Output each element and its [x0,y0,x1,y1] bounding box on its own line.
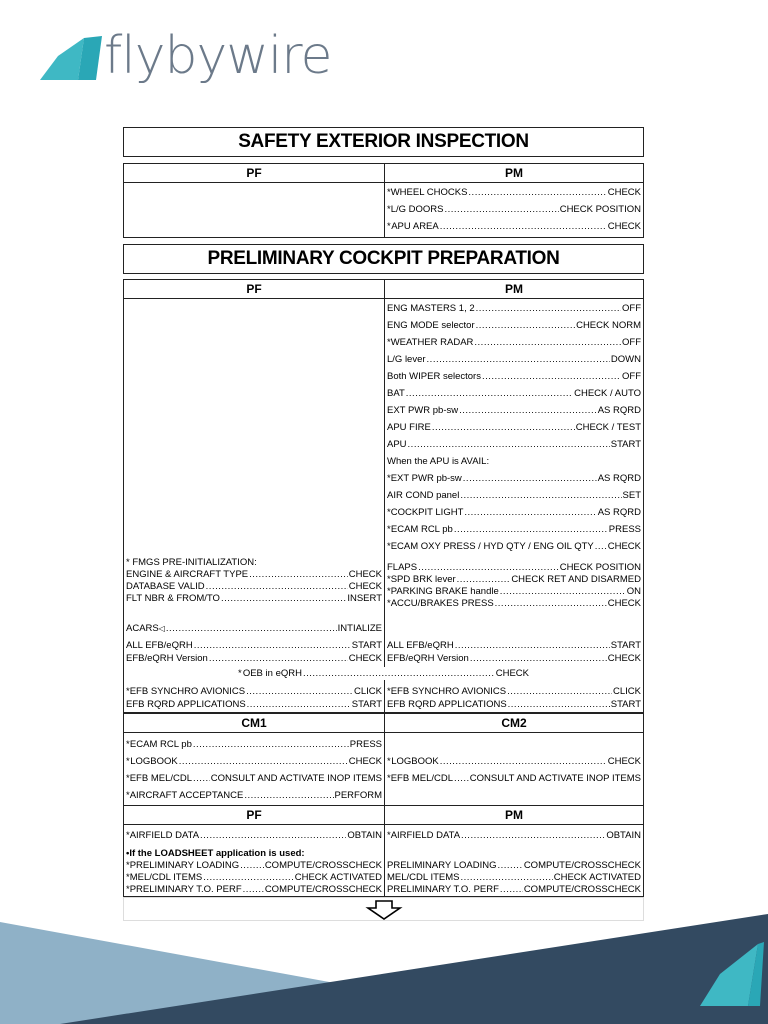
checklist-item [387,829,641,842]
item-value: CHECK POSITION [559,204,641,215]
item-value: AS RQRD [597,473,641,484]
item-value: CHECK [607,541,641,552]
item-label: WEATHER RADAR [390,337,474,348]
checklist-item [126,883,382,896]
checklist-item [387,302,641,315]
cm1-header: CM1 [124,714,384,733]
final-table [123,805,644,897]
checklist-item [238,667,529,680]
prelim-pm-column [384,279,644,713]
safety-table [123,163,644,238]
checklist-item [387,597,641,610]
item-label: OEB in eQRH [242,668,302,679]
leader-dots [460,489,621,502]
item-label: EFB RQRD APPLICATIONS [387,699,507,710]
leader-dots [508,698,610,711]
checklist-item [387,772,641,785]
leader-dots [455,639,610,652]
item-label: PRELIMINARY T.O. PERF [387,884,499,895]
checklist-item [387,370,641,383]
leader-dots [427,353,610,366]
item-value: ON [626,586,641,597]
safety-pf-column [123,163,385,238]
item-label: EFB RQRD APPLICATIONS [126,699,246,710]
item-label: DATABASE VALID [126,581,205,592]
leader-dots [221,592,346,605]
item-label: LOGBOOK [391,756,439,767]
checklist-item [387,523,641,536]
leader-dots [440,755,607,768]
item-value: CHECK [607,756,641,767]
checklist-item [126,652,382,665]
checklist-item [126,755,382,768]
leader-dots [193,738,349,751]
leader-dots [454,772,469,785]
leader-dots [440,220,607,233]
safety-title: SAFETY EXTERIOR INSPECTION [238,131,529,152]
item-marker: * [126,790,130,801]
item-value: DOWN [610,354,641,365]
item-marker: * [387,524,391,535]
item-value: CHECK [348,581,382,592]
cm2-header: CM2 [385,714,643,733]
checklist-item [387,685,641,698]
leader-dots [454,523,608,536]
item-value: OBTAIN [606,830,641,841]
checklist-item [387,472,641,485]
item-label: ENGINE & AIRCRAFT TYPE [126,569,249,580]
item-label: APU FIRE [387,422,431,433]
item-label: ECAM RCL pb [129,739,192,750]
brand-name: flybywire [104,26,332,86]
item-label: ALL EFB/eQRH [387,640,454,651]
item-value: INTIALIZE [337,623,382,634]
item-marker: * [387,756,391,767]
final-pf-header: PF [124,806,384,825]
leader-dots [406,387,573,400]
leader-dots [179,755,348,768]
item-label: EFB SYNCHRO AVIONICS [390,686,507,697]
item-value: START [610,640,641,651]
checklist-item [387,639,641,652]
item-label: EFB SYNCHRO AVIONICS [129,686,246,697]
item-value: CHECK / TEST [575,422,641,433]
item-value: CHECK / AUTO [574,388,641,399]
item-value: CHECK [348,756,382,767]
item-marker: * [387,204,391,215]
checklist-item [126,698,382,711]
item-value: OBTAIN [347,830,382,841]
item-label: MEL/CDL ITEMS [387,872,460,883]
prelim-title: PRELIMINARY COCKPIT PREPARATION [207,248,560,269]
leader-dots [166,622,337,635]
safety-pf-header: PF [124,164,384,183]
fmgs-title: * FMGS PRE-INITIALIZATION: [126,557,257,568]
prelim-pf-header: PF [124,280,384,299]
loadsheet-note: •If the LOADSHEET application is used: [126,848,305,859]
leader-dots [408,438,610,451]
item-value: COMPUTE/CROSSCHECK [264,884,382,895]
safety-title-box [123,127,644,157]
item-label: L/G lever [387,354,426,365]
item-label: Both WIPER selectors [387,371,481,382]
item-value: CONSULT AND ACTIVATE INOP ITEMS [210,773,382,784]
item-label: SPD BRK lever [390,574,456,585]
checklist-item [126,772,382,785]
item-value: COMPUTE/CROSSCHECK [523,884,641,895]
item-marker: * [387,541,391,552]
cm2-column [384,713,644,806]
item-marker: * [126,872,130,883]
item-value: CHECK [495,668,529,679]
item-value: OFF [622,303,641,314]
item-value: CONSULT AND ACTIVATE INOP ITEMS [469,773,641,784]
item-value: INSERT [347,593,382,604]
item-value: CLICK [354,686,382,697]
item-marker: * [126,830,130,841]
item-value: CHECK [348,569,382,580]
item-value: START [610,439,641,450]
leader-dots [495,597,607,610]
cm1-column [123,713,385,806]
checklist-item [387,755,641,768]
leader-dots [193,772,210,785]
checklist-item [126,685,382,698]
footer-wave-decoration [0,914,768,1024]
item-marker: * [387,830,391,841]
item-value: CHECK NORM [576,320,641,331]
flybywire-logo [38,28,358,100]
item-marker: * [387,187,391,198]
item-label: ACARS [126,623,159,634]
item-value: CLICK [613,686,641,697]
final-pm-header: PM [385,806,643,825]
item-label: ECAM RCL pb [390,524,453,535]
item-value: OFF [622,337,641,348]
leader-dots [507,685,612,698]
leader-dots [432,421,575,434]
item-label: COCKPIT LIGHT [390,507,464,518]
item-value: CHECK ACTIVATED [294,872,382,883]
item-marker: * [387,598,391,609]
item-value: PERFORM [334,790,382,801]
leader-dots [244,789,333,802]
leader-dots [200,829,346,842]
leader-dots [445,203,559,216]
item-value: CHECK ACTIVATED [553,872,641,883]
prelim-pm-header: PM [385,280,643,299]
item-label: EXT PWR pb-sw [387,405,459,416]
checklist-item [387,883,641,896]
item-value: CHECK [607,221,641,232]
item-marker: * [126,756,130,767]
item-value: PRESS [349,739,382,750]
item-marker: * [387,337,391,348]
item-marker: * [238,668,242,679]
item-value: CHECK RET AND DISARMED [511,574,641,585]
checklist-item [387,489,641,502]
checklist-item [387,336,641,349]
leader-dots [500,883,523,896]
item-label: EFB MEL/CDL [129,773,192,784]
leader-dots [459,404,597,417]
checklist-item [126,829,382,842]
leader-dots [595,540,607,553]
item-value: CHECK [348,653,382,664]
item-label: BAT [387,388,405,399]
checklist-item [387,438,641,451]
item-value: START [351,699,382,710]
item-marker: * [126,686,130,697]
item-value: COMPUTE/CROSSCHECK [264,860,382,871]
item-marker: * [387,473,391,484]
checklist-item [387,353,641,366]
prelim-title-box [123,244,644,274]
item-value: AS RQRD [597,507,641,518]
item-label: WHEEL CHOCKS [390,187,468,198]
item-label: FLAPS [387,562,418,573]
item-label: L/G DOORS [390,204,444,215]
item-marker: * [126,860,130,871]
item-label: ECAM OXY PRESS / HYD QTY / ENG OIL QTY [390,541,594,552]
checklist-item [387,404,641,417]
prelim-pf-column [123,279,385,713]
checklist-item [387,455,641,468]
item-label: PRELIMINARY LOADING [387,860,497,871]
item-value: CHECK [607,187,641,198]
checklist-item [126,789,382,802]
item-label: MEL/CDL ITEMS [129,872,203,883]
leader-dots [464,506,596,519]
final-pm-column [384,805,644,897]
checklist-item [387,319,641,332]
checklist-item [387,540,641,553]
item-label: PARKING BRAKE handle [390,586,499,597]
leader-dots [303,667,495,680]
checklist-item [126,738,382,751]
item-value: START [351,640,382,651]
item-label: FLT NBR & FROM/TO [126,593,220,604]
item-label: When the APU is AVAIL: [387,456,490,467]
item-marker: * [387,574,391,585]
checklist-item [387,220,641,233]
leader-dots [194,639,351,652]
leader-dots [468,186,606,199]
final-pf-column [123,805,385,897]
checklist-item [126,622,382,635]
checklist-item [126,639,382,652]
item-label: APU AREA [391,221,439,232]
item-value: CHECK [607,598,641,609]
item-label: ACCU/BRAKES PRESS [390,598,494,609]
crew-table [123,713,644,806]
item-marker: * [126,773,130,784]
item-label: ENG MASTERS 1, 2 [387,303,475,314]
leader-dots [209,652,348,665]
item-marker: * [126,884,130,895]
logo-wing-icon [38,32,108,92]
item-value: PRESS [608,524,641,535]
item-marker: * [387,773,391,784]
leader-dots [247,698,351,711]
item-marker: * [387,686,391,697]
item-value: COMPUTE/CROSSCHECK [523,860,641,871]
item-value: OFF [622,371,641,382]
item-label: AIR COND panel [387,490,460,501]
item-label: APU [387,439,407,450]
item-value: START [610,699,641,710]
item-marker: * [387,507,391,518]
checklist-item [387,652,641,665]
item-value: CHECK [607,653,641,664]
leader-dots [461,829,605,842]
leader-dots [474,336,621,349]
leader-dots [476,302,621,315]
checklist-item [387,506,641,519]
item-label: AIRCRAFT ACCEPTANCE [129,790,244,801]
prelim-table [123,279,644,713]
checklist-item [387,698,641,711]
checklist-item [387,387,641,400]
checklist-item [387,203,641,216]
item-label: ENG MODE selector [387,320,475,331]
item-value: AS RQRD [597,405,641,416]
item-value: CHECK POSITION [559,562,641,573]
item-marker: * [126,739,130,750]
leader-dots [476,319,575,332]
item-marker: * [387,221,391,232]
item-marker: * [387,586,391,597]
item-label: EFB MEL/CDL [390,773,453,784]
leader-dots [463,472,597,485]
item-label: ALL EFB/eQRH [126,640,193,651]
safety-pm-header: PM [385,164,643,183]
checklist-item [126,592,382,605]
leader-dots [482,370,621,383]
item-label: AIRFIELD DATA [390,830,461,841]
safety-pm-column [384,163,644,238]
item-value: SET [622,490,641,501]
checklist-item [387,186,641,199]
datalink-icon: ◁ [158,624,165,633]
item-label: PRELIMINARY LOADING [129,860,240,871]
item-label: LOGBOOK [130,756,178,767]
leader-dots [243,883,264,896]
checklist-item [387,421,641,434]
item-label: EFB/eQRH Version [126,653,208,664]
item-label: AIRFIELD DATA [129,830,200,841]
item-label: PRELIMINARY T.O. PERF [129,884,242,895]
item-label: EXT PWR pb-sw [390,473,462,484]
item-label: EFB/eQRH Version [387,653,469,664]
leader-dots [470,652,607,665]
leader-dots [246,685,353,698]
